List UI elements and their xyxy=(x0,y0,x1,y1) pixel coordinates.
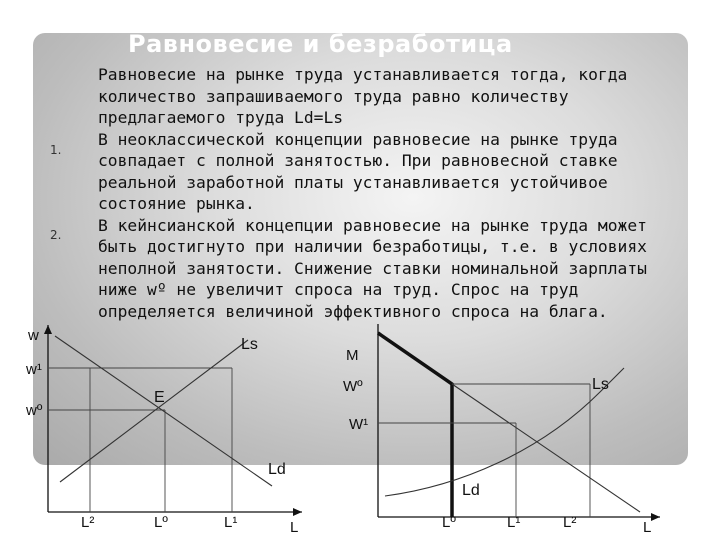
right-x-axis-label: L xyxy=(643,519,652,536)
list-number-1: 1. xyxy=(50,143,62,157)
right-w0-label: Wº xyxy=(343,378,363,395)
left-w0-label: wº xyxy=(26,402,43,419)
list-number-2: 2. xyxy=(50,228,62,242)
body-line: количество запрашиваемого труда равно количеству xyxy=(98,86,569,106)
right-graph xyxy=(343,324,660,536)
left-demand-label: Ld xyxy=(268,461,286,478)
right-demand-falling-curve xyxy=(452,384,640,512)
right-demand-kinked-curve xyxy=(378,333,452,517)
right-supply-label: Ls xyxy=(592,376,609,393)
body-line: Равновесие на рынке труда устанавливается тогда, когда xyxy=(98,65,628,84)
right-y-axis-label: M xyxy=(346,347,359,364)
left-supply-label: Ls xyxy=(241,336,258,353)
slide-title: Равновесие и безработица xyxy=(128,30,513,58)
left-supply-curve xyxy=(60,340,248,482)
body-line: совпадает с полной занятостью. При равновесной ставке xyxy=(98,151,618,170)
right-l2-label: L² xyxy=(563,514,577,531)
left-l2-label: L² xyxy=(81,514,95,531)
body-line: предлагаемого труда Ld=Ls xyxy=(98,108,344,127)
body-line: В кейнсианской концепции равновесие на рынке труда может xyxy=(98,215,647,235)
left-l0-label: Lº xyxy=(154,514,168,531)
right-demand-label: Ld xyxy=(462,482,480,499)
body-line: В неоклассической концепции равновесие на рынке труда xyxy=(98,129,618,149)
body-line: состояние рынка. xyxy=(98,194,255,213)
right-l1-label: L¹ xyxy=(507,514,521,531)
left-x-axis-label: L xyxy=(290,519,299,536)
right-w1-label: W¹ xyxy=(349,416,369,433)
left-y-axis-label: w xyxy=(28,327,39,344)
left-w1-label: w¹ xyxy=(26,361,42,378)
body-line: определяется величиной эффективного спроса на блага. xyxy=(98,301,608,321)
right-l0-label: Lº xyxy=(442,514,456,531)
left-equilibrium-label: E xyxy=(154,389,165,406)
left-l1-label: L¹ xyxy=(224,514,238,531)
body-line: быть достигнуто при наличии безработицы, т.е. в условиях xyxy=(98,237,647,256)
left-graph xyxy=(25,325,302,536)
body-line: реальной заработной платы устанавливается устойчивое xyxy=(98,172,608,192)
body-line: неполной занятости. Снижение ставки номинальной зарплаты xyxy=(98,258,647,278)
left-demand-curve xyxy=(55,336,272,486)
body-line: ниже wº не увеличит спроса на труд. Спрос на труд xyxy=(98,280,579,299)
